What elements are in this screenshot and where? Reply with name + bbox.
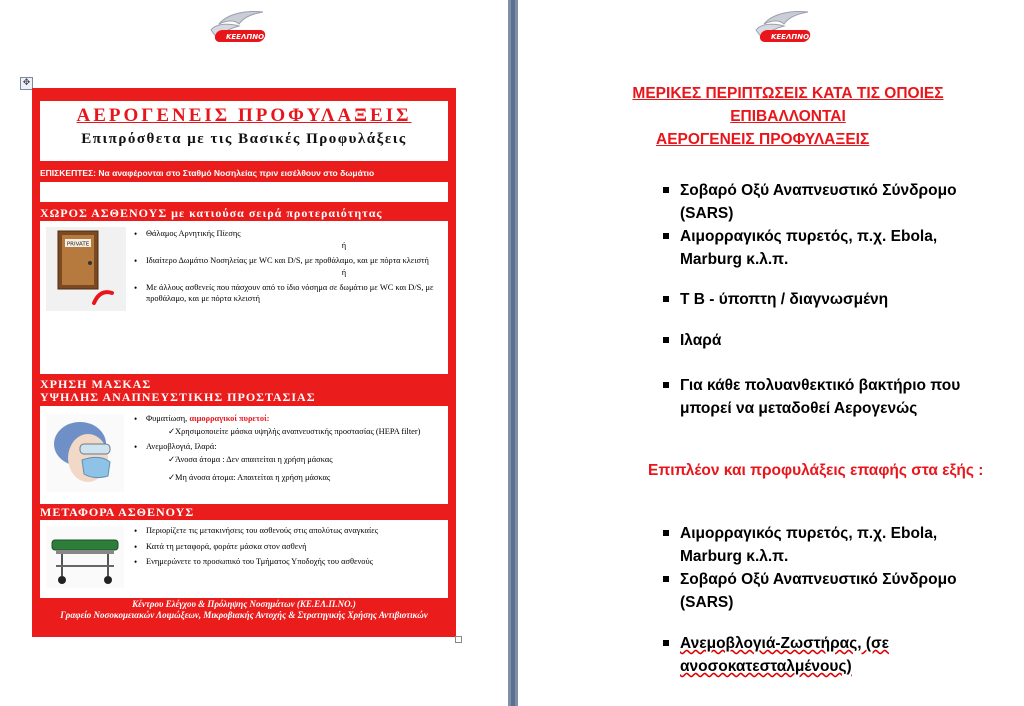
- svg-text:ΚΕΕΛΠΝΟ: ΚΕΕΛΠΝΟ: [770, 33, 810, 41]
- mask-heading-1: ΧΡΗΣΗ ΜΑΣΚΑΣ: [40, 377, 152, 391]
- mask-list: [134, 414, 442, 489]
- list-item: • Κατά τη μεταφορά, φοράτε μάσκα στον ασθενή: [134, 542, 442, 553]
- stretcher-image: [46, 526, 124, 588]
- list-item: • Ενημερώνετε το προσωπικό του Τμήματος Υποδοχής του ασθενούς: [134, 557, 442, 568]
- poster-footer: [32, 599, 456, 621]
- mask-heading-2: ΥΨΗΛΗΣ ΑΝΑΠΝΕΥΣΤΙΚΗΣ ΠΡΟΣΤΑΣΙΑΣ: [40, 390, 316, 404]
- blank-row: [40, 182, 448, 202]
- poster-title: ΑΕΡΟΓΕΝΕΙΣ ΠΡΟΦΥΛΑΞΕΙΣ: [76, 105, 412, 126]
- transport-section: [40, 520, 448, 598]
- list-item: Αιμορραγικός πυρετός, π.χ. Ebola, Marburg κ.λ.π.: [663, 225, 993, 271]
- right-page: [518, 0, 1024, 706]
- poster-title-box: [40, 101, 448, 161]
- contact-cases-list: [663, 522, 993, 678]
- room-list: [134, 229, 442, 309]
- mask-section: [40, 406, 448, 504]
- list-item: • Ανεμοβλογιά, Ιλαρά: ✓Άνοσα άτομα : Δεν απαιτείται η χρήση μάσκας ✓Μη άνοσα άτομα: Απαιτείται η χρήση μάσκας: [134, 442, 442, 484]
- footer-line-1: Κέντρου Ελέγχου & Πρόληψης Νοσημάτων (ΚΕ.ΕΛ.Π.ΝΟ.): [132, 599, 356, 609]
- list-item: • Θάλαμος Αρνητικής Πίεσης ή: [134, 229, 442, 251]
- airborne-precautions-poster: [32, 88, 456, 637]
- list-item: Ιλαρά: [663, 329, 993, 352]
- list-item: Για κάθε πολυανθεκτικό βακτήριο που μπορεί να μεταδοθεί Αερογενώς: [663, 374, 993, 420]
- svg-text:ΚΕΕΛΠΝΟ: ΚΕΕΛΠΝΟ: [225, 33, 265, 41]
- list-item: Τ Β - ύποπτη / διαγνωσμένη: [663, 288, 993, 311]
- list-item: • Ιδιαίτερο Δωμάτιο Νοσηλείας με WC και D/S, με προθάλαμο, και με πόρτα κλειστή ή: [134, 256, 442, 278]
- transport-heading: ΜΕΤΑΦΟΡΑ ΑΣΘΕΝΟΥΣ: [40, 505, 195, 519]
- footer-line-2: Γραφείο Νοσοκομειακών Λοιμώξεων, Μικροβιακής Αντοχής & Στρατηγικής Χρήσης Αντιβιοτικών: [60, 610, 428, 620]
- list-item: • Περιορίζετε τις μετακινήσεις του ασθενούς στις απολύτως αναγκαίες: [134, 526, 442, 537]
- list-item: Σοβαρό Οξύ Αναπνευστικό Σύνδρομο (SARS): [663, 568, 993, 614]
- airborne-cases-list: [663, 179, 993, 420]
- transport-list: [134, 526, 442, 573]
- page-divider: [508, 0, 518, 706]
- room-heading: ΧΩΡΟΣ ΑΣΘΕΝΟΥΣ με κατιούσα σειρά προτεραιότητας: [40, 206, 383, 220]
- room-section: [40, 221, 448, 374]
- contact-precautions-heading: Επιπλέον και προφυλάξεις επαφής στα εξής :: [648, 462, 984, 479]
- keelpno-logo: [750, 8, 820, 48]
- list-item: • Με άλλους ασθενείς που πάσχουν από το ίδιο νόσημα σε δωμάτιο με WC και D/S, με προθάλαμο, και με πόρτα κλειστή: [134, 283, 442, 304]
- list-item: • Φυματίωση, αιμορραγικοί πυρετοί: ✓Χρησιμοποιείτε μάσκα υψηλής αναπνευστικής προστασίας (HEPA filter): [134, 414, 442, 437]
- table-move-handle-icon[interactable]: ✥: [20, 77, 33, 90]
- door-sign: PRIVATE: [66, 241, 90, 248]
- table-resize-handle[interactable]: [455, 636, 462, 643]
- left-page: [0, 0, 508, 706]
- list-item: Σοβαρό Οξύ Αναπνευστικό Σύνδρομο (SARS): [663, 179, 993, 225]
- cases-title: ΜΕΡΙΚΕΣ ΠΕΡΙΠΤΩΣΕΙΣ ΚΑΤΑ ΤΙΣ ΟΠΟΙΕΣ ΕΠΙΒΑΛΛΟΝΤΑΙ ΑΕΡΟΓΕΝΕΙΣ ΠΡΟΦΥΛΑΞΕΙΣ: [632, 85, 944, 148]
- keelpno-logo: [205, 8, 275, 48]
- poster-subtitle: Επιπρόσθετα με τις Βασικές Προφυλάξεις: [81, 131, 407, 147]
- private-door-image: [46, 227, 126, 311]
- masked-person-image: [46, 414, 124, 492]
- visitors-note: ΕΠΙΣΚΕΠΤΕΣ: Να αναφέρονται στο Σταθμό Νοσηλείας πριν εισέλθουν στο δωμάτιο: [40, 168, 375, 178]
- list-item: Αιμορραγικός πυρετός, π.χ. Ebola, Marburg κ.λ.π.: [663, 522, 993, 568]
- list-item: Ανεμοβλογιά-Ζωστήρας, (σε ανοσοκατεσταλμένους): [663, 632, 993, 678]
